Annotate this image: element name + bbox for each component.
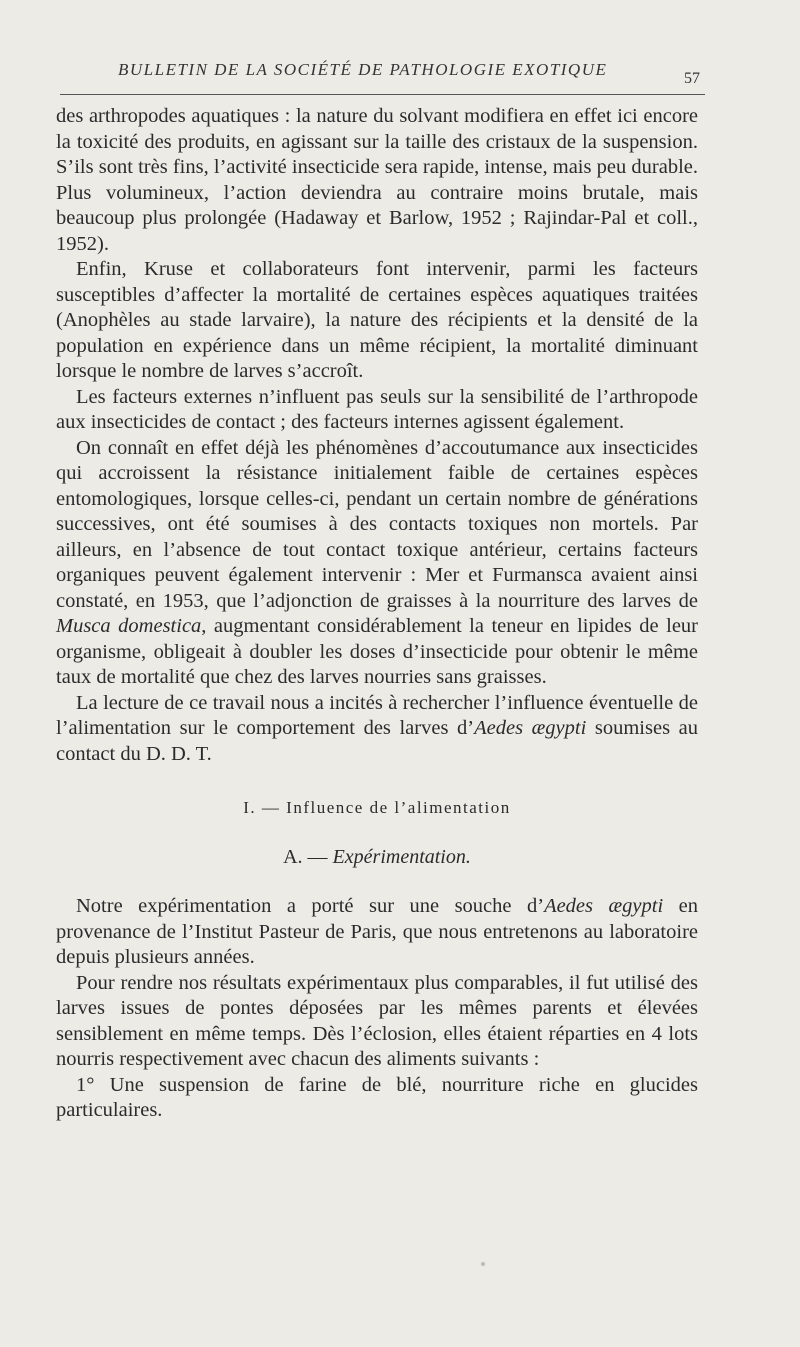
species-name-aedes-2: Aedes ægypti: [544, 895, 664, 917]
paragraph-4-tail: , augmentant considérablement la teneur en lipides de leur organisme, obligeait à doubler les doses d’insecticide pour obtenir le même taux de mortalité que chez des larves nourries sans graisses.: [56, 615, 698, 688]
subsection-heading: [56, 845, 698, 871]
page-number: 57: [684, 70, 700, 87]
paragraph-5: [56, 691, 698, 768]
section-paragraph-1-head: Notre expérimentation a porté sur une souche d’: [76, 895, 545, 917]
subsection-prefix: A. —: [283, 845, 333, 868]
paragraph-2: Enfin, Kruse et collaborateurs font intervenir, parmi les facteurs susceptibles d’affecter la mortalité de certaines espèces aquatiques traitées (Anophèles au stade larvaire), la nature des récipients et la densité de la population en expérience dans un même récipient, la mortalité diminuant lorsque le nombre de larves s’accroît.: [56, 258, 698, 382]
section-paragraph-1: [56, 894, 698, 971]
section-paragraph-3: 1° Une suspension de farine de blé, nourriture riche en glucides particulaires.: [56, 1073, 698, 1121]
species-name-musca: Musca domestica: [56, 615, 202, 637]
paragraph-5-text: La lecture de ce travail nous a incités à rechercher l’influence éventuelle de l’alimentation sur le comportement des larves d’: [56, 691, 698, 739]
paragraph-4-text: On connaît en effet déjà les phénomènes d’accoutumance aux insecticides qui accroissent la résistance initialement faible de certaines espèces entomologiques, lorsque celles-ci, pendant un certain nombre de générations successives, ont été soumises à des contacts toxiques non mortels. Par ailleurs, en l’absence de tout contact toxique antérieur, certains facteurs organiques peuvent également intervenir : Mer et Furmansca avaient ainsi constaté, en 1953, que l’adjonction de graisses à la nourriture des larves de: [56, 436, 698, 612]
paragraph-5-tail: soumises au contact du D. D. T.: [56, 717, 698, 765]
species-name-aedes: Aedes ægypti: [474, 717, 587, 739]
body-text: [56, 104, 698, 1124]
paper-speck: [481, 1262, 485, 1266]
header-rule: [60, 94, 705, 95]
section-paragraph-2: Pour rendre nos résultats expérimentaux plus comparables, il fut utilisé des larves issues de pontes déposées par les mêmes parents et élevées sensiblement en même temps. Dès l’éclosion, elles étaient réparties en 4 lots nourris respectivement avec chacun des aliments suivants :: [56, 971, 698, 1070]
paragraph-4: [56, 436, 698, 691]
running-header: BULLETIN DE LA SOCIÉTÉ DE PATHOLOGIE EXOTIQUE: [118, 60, 608, 79]
subsection-title: Expérimentation.: [332, 845, 471, 868]
paragraph-1: des arthropodes aquatiques : la nature du solvant modifiera en effet ici encore la toxicité des produits, en agissant sur la taille des cristaux de la suspension. S’ils sont très fins, l’activité insecticide sera rapide, intense, mais peu durable. Plus volumineux, l’action deviendra au contraire moins brutale, mais beaucoup plus prolongée (Hadaway et Barlow, 1952 ; Rajindar-Pal et coll., 1952).: [56, 105, 698, 255]
paragraph-3: Les facteurs externes n’influent pas seuls sur la sensibilité de l’arthropode aux insecticides de contact ; des facteurs internes agissent également.: [56, 385, 698, 433]
section-paragraph-1-tail: en provenance de l’Institut Pasteur de Paris, que nous entretenons au laboratoire depuis plusieurs années.: [56, 895, 698, 968]
section-heading: I. — Influence de l’alimentation: [243, 798, 511, 817]
